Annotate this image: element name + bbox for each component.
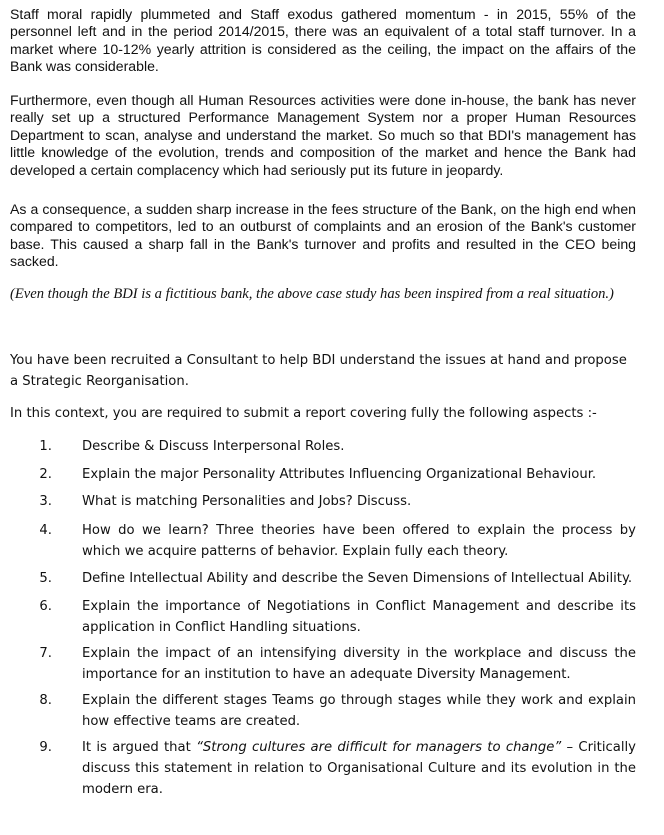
task-number: 9.	[39, 740, 52, 755]
task-number: 8.	[39, 693, 52, 708]
task-text-tail: – Critically discuss this statement in relation to Organisational Culture and its evolution in the modern era.	[82, 740, 636, 797]
task-number: 7.	[39, 646, 52, 661]
task-item	[39, 464, 636, 485]
task-number: 1.	[39, 439, 52, 454]
task-item	[39, 737, 636, 800]
task-text: Explain the different stages Teams go through stages while they work and explain how effective teams are created.	[82, 693, 636, 729]
task-item	[39, 643, 636, 685]
task-text-quote	[82, 737, 636, 800]
task-item	[39, 568, 636, 589]
quoted-statement: “Strong cultures are difficult for managers to change”	[196, 740, 562, 755]
task-text: What is matching Personalities and Jobs? Discuss.	[82, 494, 412, 509]
paragraph-hr-management: Furthermore, even though all Human Resources activities were done in-house, the bank has never really set up a structured Performance Management System nor a proper Human Resources Department to scan, analyse and understand the market. So much so that BDI's management has little knowledge of the evolution, trends and composition of the market and hence the Bank had developed a certain complacency which had seriously put its future in jeopardy.	[10, 92, 636, 178]
task-text: Explain the major Personality Attributes Influencing Organizational Behaviour.	[82, 467, 597, 482]
task-text: Define Intellectual Ability and describe the Seven Dimensions of Intellectual Ability.	[82, 571, 633, 586]
case-study-note: (Even though the BDI is a fictitious bank, the above case study has been inspired from a real situation.)	[10, 286, 614, 302]
task-number: 4.	[39, 523, 52, 538]
task-item	[39, 436, 636, 457]
task-item	[39, 520, 636, 562]
consultant-intro: You have been recruited a Consultant to help BDI understand the issues at hand and propose a Strategic Reorganisation.	[10, 353, 627, 389]
task-number: 6.	[39, 599, 52, 614]
report-context: In this context, you are required to submit a report covering fully the following aspects :-	[10, 406, 597, 421]
paragraph-staff-exodus: Staff moral rapidly plummeted and Staff exodus gathered momentum - in 2015, 55% of the personnel left and in the period 2014/2015, there was an equivalent of a total staff turnover. In a market where 10-12% yearly attrition is considered as the ceiling, the impact on the affairs of the Bank was considerable.	[10, 6, 636, 75]
task-number: 5.	[39, 571, 52, 586]
task-text-lead: It is argued that	[82, 740, 197, 755]
task-text: Explain the importance of Negotiations in Conflict Management and describe its application in Conflict Handling situations.	[82, 599, 636, 635]
task-item	[39, 491, 636, 512]
task-text: Explain the impact of an intensifying diversity in the workplace and discuss the importance for an institution to have an adequate Diversity Management.	[82, 646, 636, 682]
task-item	[39, 596, 636, 638]
task-text: How do we learn? Three theories have been offered to explain the process by which we acquire patterns of behavior. Explain fully each theory.	[82, 523, 636, 559]
paragraph-consequence: As a consequence, a sudden sharp increase in the fees structure of the Bank, on the high end when compared to competitors, led to an outburst of complaints and an erosion of the Bank's customer base. This caused a sharp fall in the Bank's turnover and profits and resulted in the CEO being sacked.	[10, 201, 636, 270]
task-number: 2.	[39, 467, 52, 482]
task-text: Describe & Discuss Interpersonal Roles.	[82, 439, 345, 454]
task-number: 3.	[39, 494, 52, 509]
task-item	[39, 690, 636, 732]
